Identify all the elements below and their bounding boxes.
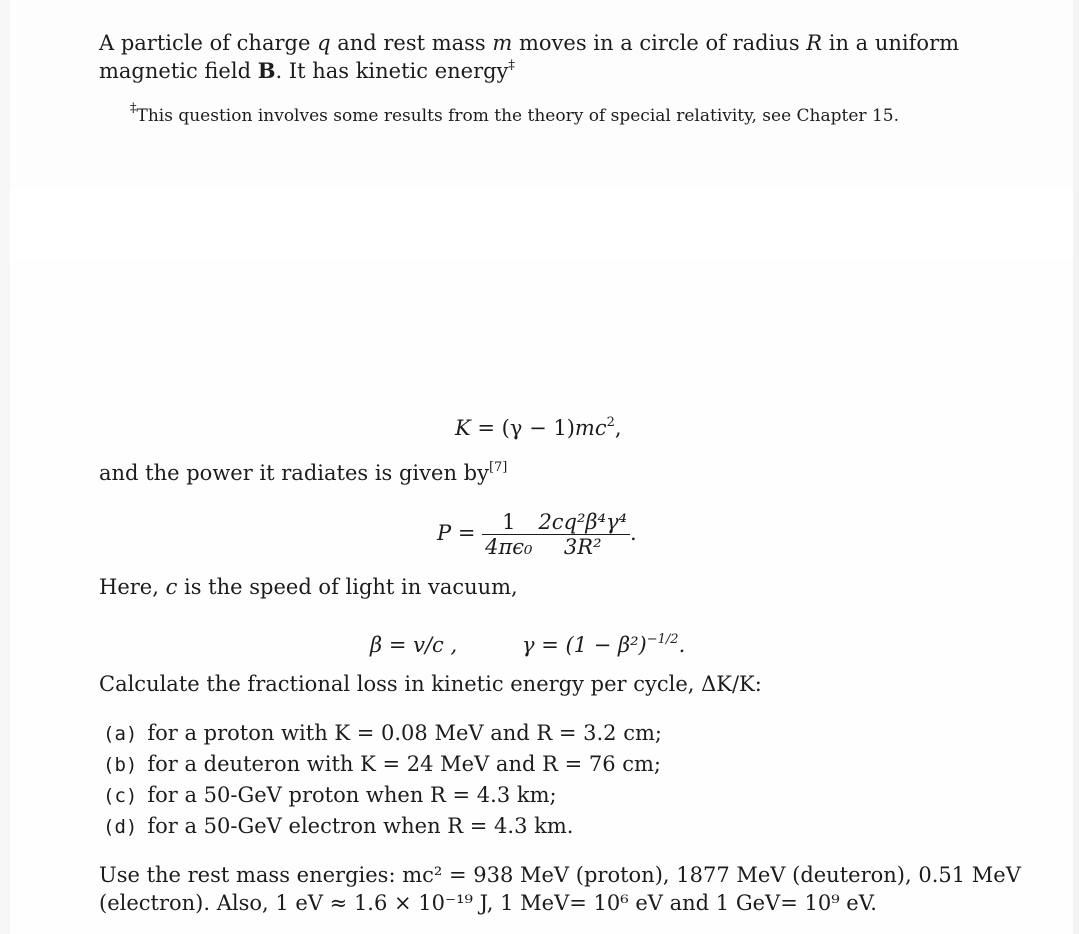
list-item xyxy=(103,750,661,779)
citation-ref[interactable]: [7] xyxy=(488,460,508,475)
footnote-text: This question involves some results from the theory of special relativity, see Chapter 15. xyxy=(136,106,899,126)
item-label: (d) xyxy=(103,816,138,838)
item-label: (a) xyxy=(103,723,138,745)
var-B: B xyxy=(257,58,276,83)
page-gap xyxy=(0,190,1079,260)
here-text: is the speed of light in vacuum, xyxy=(177,575,518,599)
var-q: q xyxy=(317,31,331,55)
power-intro xyxy=(99,459,507,487)
intro-text: magnetic field xyxy=(99,59,258,83)
var-P: P xyxy=(437,521,452,545)
item-label: (b) xyxy=(103,754,138,776)
var-mc: mc xyxy=(574,416,607,440)
power-intro-text: and the power it radiates is given by xyxy=(99,461,489,485)
var-K: K xyxy=(455,416,471,440)
intro-line-1 xyxy=(99,29,959,57)
eq-punct: . xyxy=(678,633,686,657)
closing-line-1: Use the rest mass energies: mc² = 938 MeV (proton), 1877 MeV (deuteron), 0.51 MeV xyxy=(99,863,1021,887)
equation-kinetic-energy xyxy=(455,414,622,442)
item-label: (c) xyxy=(103,785,138,807)
var-R: R xyxy=(806,31,823,55)
left-page-edge xyxy=(0,0,10,934)
intro-text: . It has kinetic energy xyxy=(275,59,509,83)
right-page-edge xyxy=(1073,0,1079,934)
item-text: for a deuteron with K = 24 MeV and R = 76 cm; xyxy=(147,752,661,776)
item-text: for a 50-GeV electron when R = 4.3 km. xyxy=(147,814,574,838)
item-text: for a 50-GeV proton when R = 4.3 km; xyxy=(147,783,557,807)
intro-text: and rest mass xyxy=(330,31,493,55)
intro-line-2 xyxy=(99,57,515,85)
speed-of-light-line xyxy=(99,573,518,601)
exponent: 2 xyxy=(606,415,615,430)
fraction-1-denominator: 4πϵ₀ xyxy=(485,535,533,559)
var-m: m xyxy=(492,31,513,55)
fraction-1 xyxy=(482,510,535,559)
list-item xyxy=(103,719,662,748)
intro-text: A particle of charge xyxy=(99,31,318,55)
footnote-marker[interactable]: ‡ xyxy=(508,58,515,73)
footnote-mark: ‡ xyxy=(130,101,137,116)
equation-beta xyxy=(370,631,457,659)
fraction-1-numerator: 1 xyxy=(482,510,535,535)
list-item xyxy=(103,781,557,810)
list-item xyxy=(103,812,573,841)
eq-sign: = xyxy=(451,521,483,545)
footnote xyxy=(130,102,899,130)
equation-gamma xyxy=(522,631,685,659)
fraction-2-numerator: 2cq²β⁴γ⁴ xyxy=(535,510,630,535)
eq-text: = (γ − 1) xyxy=(470,416,575,440)
eq-punct: , xyxy=(614,416,622,440)
item-text: for a proton with K = 0.08 MeV and R = 3.2 cm; xyxy=(147,721,662,745)
fraction-2 xyxy=(535,510,630,559)
intro-text: moves in a circle of radius xyxy=(512,31,807,55)
equation-power xyxy=(437,508,637,559)
task-statement: Calculate the fractional loss in kinetic energy per cycle, ΔK/K: xyxy=(99,672,762,696)
closing-line-2: (electron). Also, 1 eV ≈ 1.6 × 10⁻¹⁹ J, 1 MeV= 10⁶ eV and 1 GeV= 10⁹ eV. xyxy=(99,891,877,915)
eq-punct: . xyxy=(629,521,637,545)
gamma-definition: γ = (1 − β²) xyxy=(522,633,647,657)
beta-definition: β = v/c , xyxy=(370,633,458,657)
here-text: Here, xyxy=(99,575,166,599)
intro-text: in a uniform xyxy=(822,31,960,55)
gamma-exponent: −1/2 xyxy=(646,632,679,647)
fraction-2-denominator: 3R² xyxy=(563,535,602,559)
var-c: c xyxy=(165,575,178,599)
